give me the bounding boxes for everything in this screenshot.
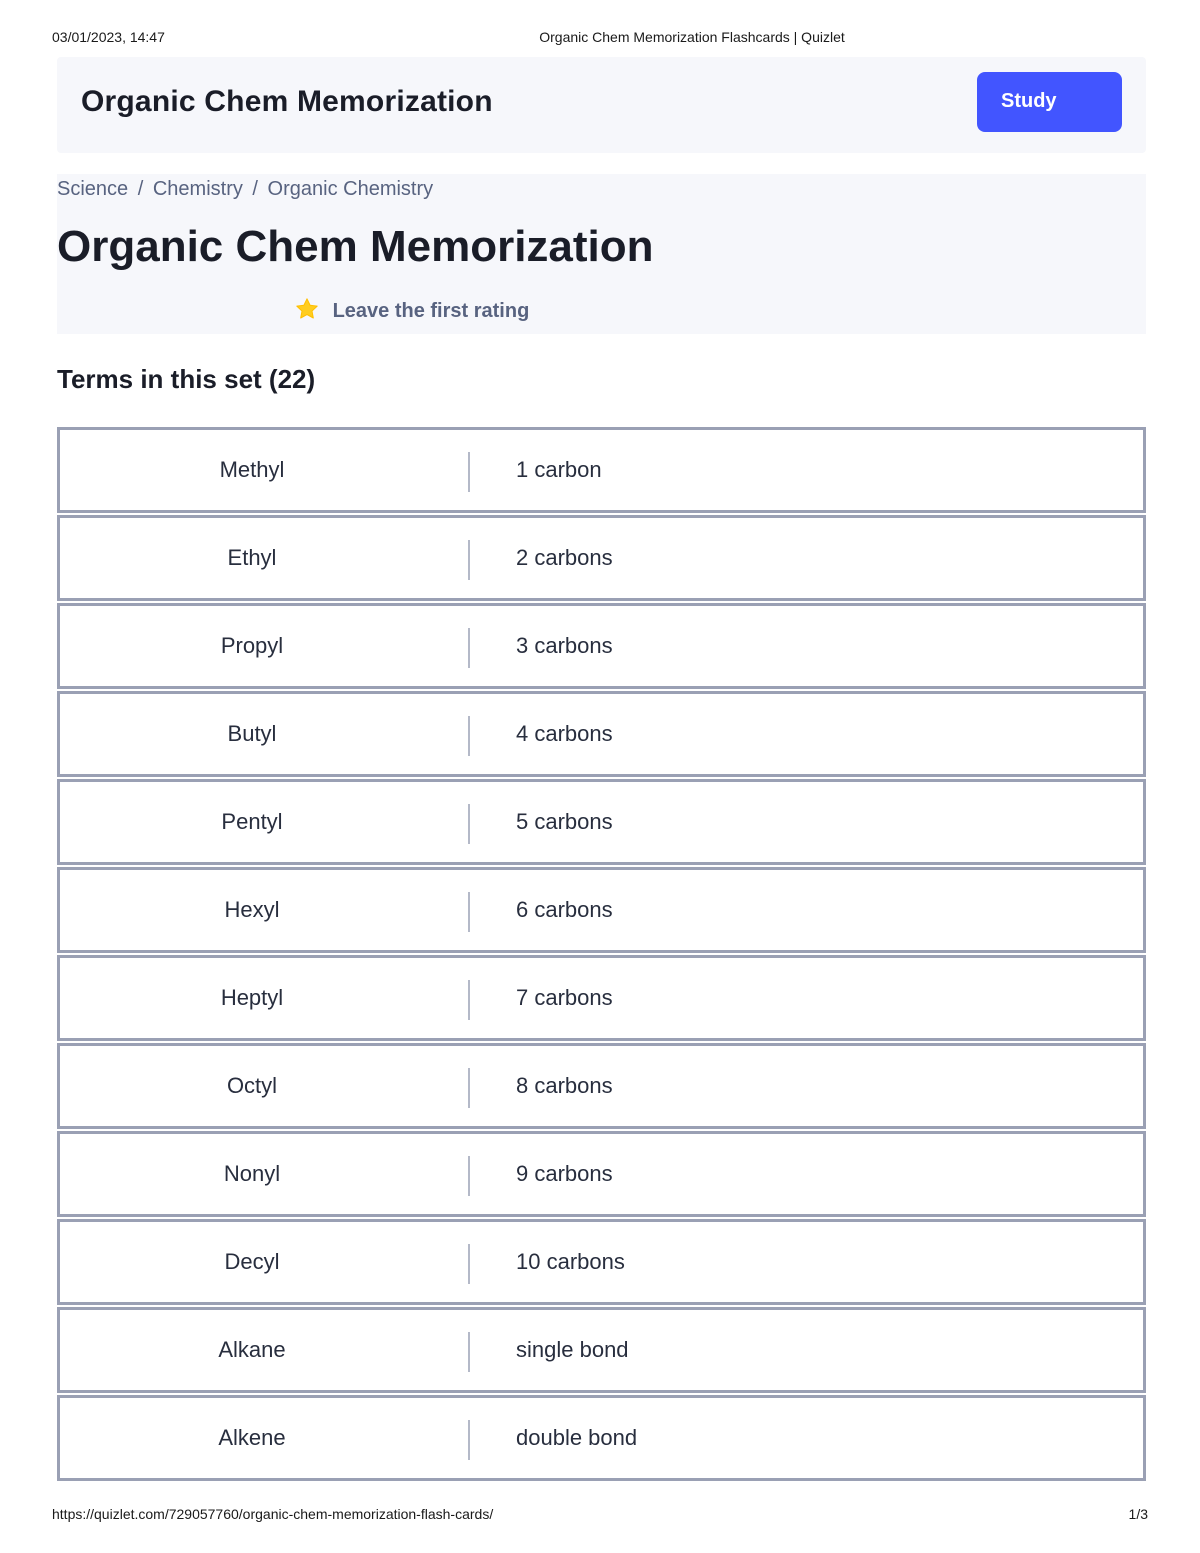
star-icon <box>295 298 319 326</box>
definition-text: 8 carbons <box>516 1073 613 1098</box>
term-text: Heptyl <box>220 985 284 1010</box>
term-divider <box>468 980 470 1020</box>
print-page-number: 1/3 <box>1128 1506 1148 1522</box>
term-text: Alkene <box>218 1425 286 1450</box>
term-row <box>57 779 1146 865</box>
term-text: Octyl <box>226 1073 278 1098</box>
definition-text: 7 carbons <box>516 985 613 1010</box>
print-footer <box>0 1506 1200 1526</box>
definition-text: 9 carbons <box>516 1161 613 1186</box>
definition-text: 5 carbons <box>516 809 613 834</box>
definition-text: 6 carbons <box>516 897 613 922</box>
term-row <box>57 515 1146 601</box>
term-row <box>57 427 1146 513</box>
definition-text: single bond <box>516 1337 629 1362</box>
term-row <box>57 1219 1146 1305</box>
term-text: Butyl <box>227 721 277 746</box>
definition-text: 10 carbons <box>516 1249 625 1274</box>
term-text: Propyl <box>220 633 284 658</box>
breadcrumb-item-organic-chemistry[interactable]: Organic Chemistry <box>267 178 434 200</box>
breadcrumb-separator: / <box>252 178 258 200</box>
page-title: Organic Chem Memorization <box>57 222 654 271</box>
term-text: Alkane <box>218 1337 286 1362</box>
term-text: Pentyl <box>221 809 283 834</box>
breadcrumb-separator: / <box>137 178 144 200</box>
term-divider <box>468 1068 470 1108</box>
breadcrumb-item-science[interactable]: Science <box>57 178 129 200</box>
breadcrumb <box>57 178 433 201</box>
term-row <box>57 603 1146 689</box>
term-divider <box>468 804 470 844</box>
term-row <box>57 1307 1146 1393</box>
rating-label: Leave the first rating <box>332 300 530 322</box>
term-divider <box>468 452 470 492</box>
print-document-title: Organic Chem Memorization Flashcards | Quizlet <box>539 29 845 45</box>
definition-text: 1 carbon <box>516 457 602 482</box>
rating-link[interactable] <box>295 298 529 326</box>
breadcrumb-item-chemistry[interactable]: Chemistry <box>152 178 243 200</box>
term-divider <box>468 1332 470 1372</box>
print-url: https://quizlet.com/729057760/organic-chem-memorization-flash-cards/ <box>52 1506 494 1522</box>
term-row <box>57 955 1146 1041</box>
term-divider <box>468 1244 470 1284</box>
study-button[interactable]: Study <box>977 72 1122 132</box>
definition-text: 3 carbons <box>516 633 613 658</box>
term-row <box>57 1395 1146 1481</box>
term-row <box>57 691 1146 777</box>
term-row <box>57 867 1146 953</box>
print-header <box>0 29 1200 49</box>
term-row <box>57 1131 1146 1217</box>
term-divider <box>468 716 470 756</box>
term-divider <box>468 540 470 580</box>
top-bar-title: Organic Chem Memorization <box>81 85 493 118</box>
term-text: Hexyl <box>224 897 280 922</box>
term-divider <box>468 892 470 932</box>
term-divider <box>468 628 470 668</box>
print-datetime: 03/01/2023, 14:47 <box>52 29 165 45</box>
term-row <box>57 1043 1146 1129</box>
term-divider <box>468 1420 470 1460</box>
term-text: Ethyl <box>227 545 277 570</box>
terms-heading: Terms in this set (22) <box>57 364 316 394</box>
terms-list <box>57 427 1146 1483</box>
term-divider <box>468 1156 470 1196</box>
term-text: Methyl <box>219 457 285 482</box>
set-top-bar <box>57 57 1146 153</box>
term-text: Decyl <box>224 1249 280 1274</box>
term-text: Nonyl <box>223 1161 281 1186</box>
definition-text: double bond <box>516 1425 638 1450</box>
definition-text: 2 carbons <box>516 545 613 570</box>
definition-text: 4 carbons <box>516 721 613 746</box>
set-hero <box>57 174 1146 334</box>
